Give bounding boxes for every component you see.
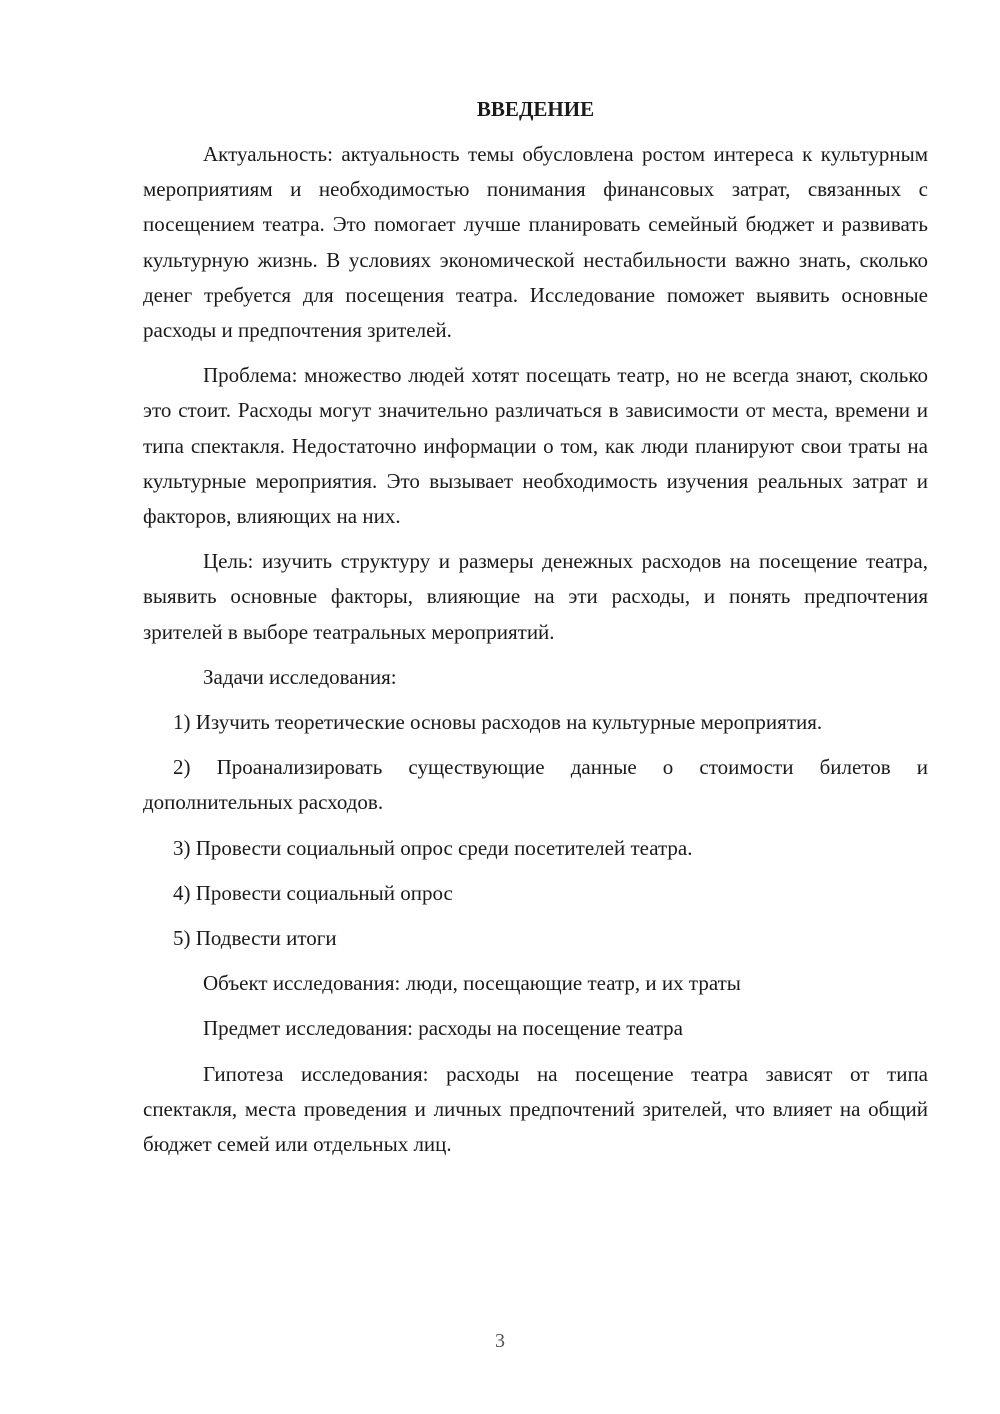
page-title: ВВЕДЕНИЕ <box>476 97 595 121</box>
object-paragraph: Объект исследования: люди, посещающие театр, и их траты <box>203 971 741 996</box>
hypothesis-paragraph: Гипотеза исследования: расходы на посещение театра зависят от типа спектакля, места проведения и личных предпочтений зрителей, что влияет на общий бюджет семей или отдельных лиц. <box>143 1061 928 1157</box>
tasks-list <box>143 705 928 956</box>
document-page <box>143 92 928 1172</box>
task-item-3: 3) Провести социальный опрос среди посетителей театра. <box>173 835 693 860</box>
tasks-heading: Задачи исследования: <box>203 664 397 689</box>
task-item-1: 1) Изучить теоретические основы расходов на культурные мероприятия. <box>173 710 823 735</box>
problem-paragraph: Проблема: множество людей хотят посещать театр, но не всегда знают, сколько это стоит. Расходы могут значительно различаться в зависимости от места, времени и типа спектакля. Недостаточно информации о том, как люди планируют свои траты на культурные мероприятия. Это вызывает необходимость изучения реальных затрат и факторов, влияющих на них. <box>143 363 928 529</box>
relevance-paragraph: Актуальность: актуальность темы обусловлена ростом интереса к культурным мероприятиям и необходимостью понимания финансовых затрат, связанных с посещением театра. Это помогает лучше планировать семейный бюджет и развивать культурную жизнь. В условиях экономической нестабильности важно знать, сколько денег требуется для посещения театра. Исследование поможет выявить основные расходы и предпочтения зрителей. <box>143 142 928 343</box>
task-item-5: 5) Подвести итоги <box>173 926 337 951</box>
page-number: 3 <box>495 1330 505 1352</box>
subject-paragraph: Предмет исследования: расходы на посещение театра <box>203 1016 683 1041</box>
goal-paragraph: Цель: изучить структуру и размеры денежных расходов на посещение театра, выявить основные факторы, влияющие на эти расходы, и понять предпочтения зрителей в выборе театральных мероприятий. <box>143 549 928 644</box>
task-item-2: 2) Проанализировать существующие данные о стоимости билетов и дополнительных расходов. <box>143 755 928 815</box>
task-item-4: 4) Провести социальный опрос <box>173 880 453 905</box>
